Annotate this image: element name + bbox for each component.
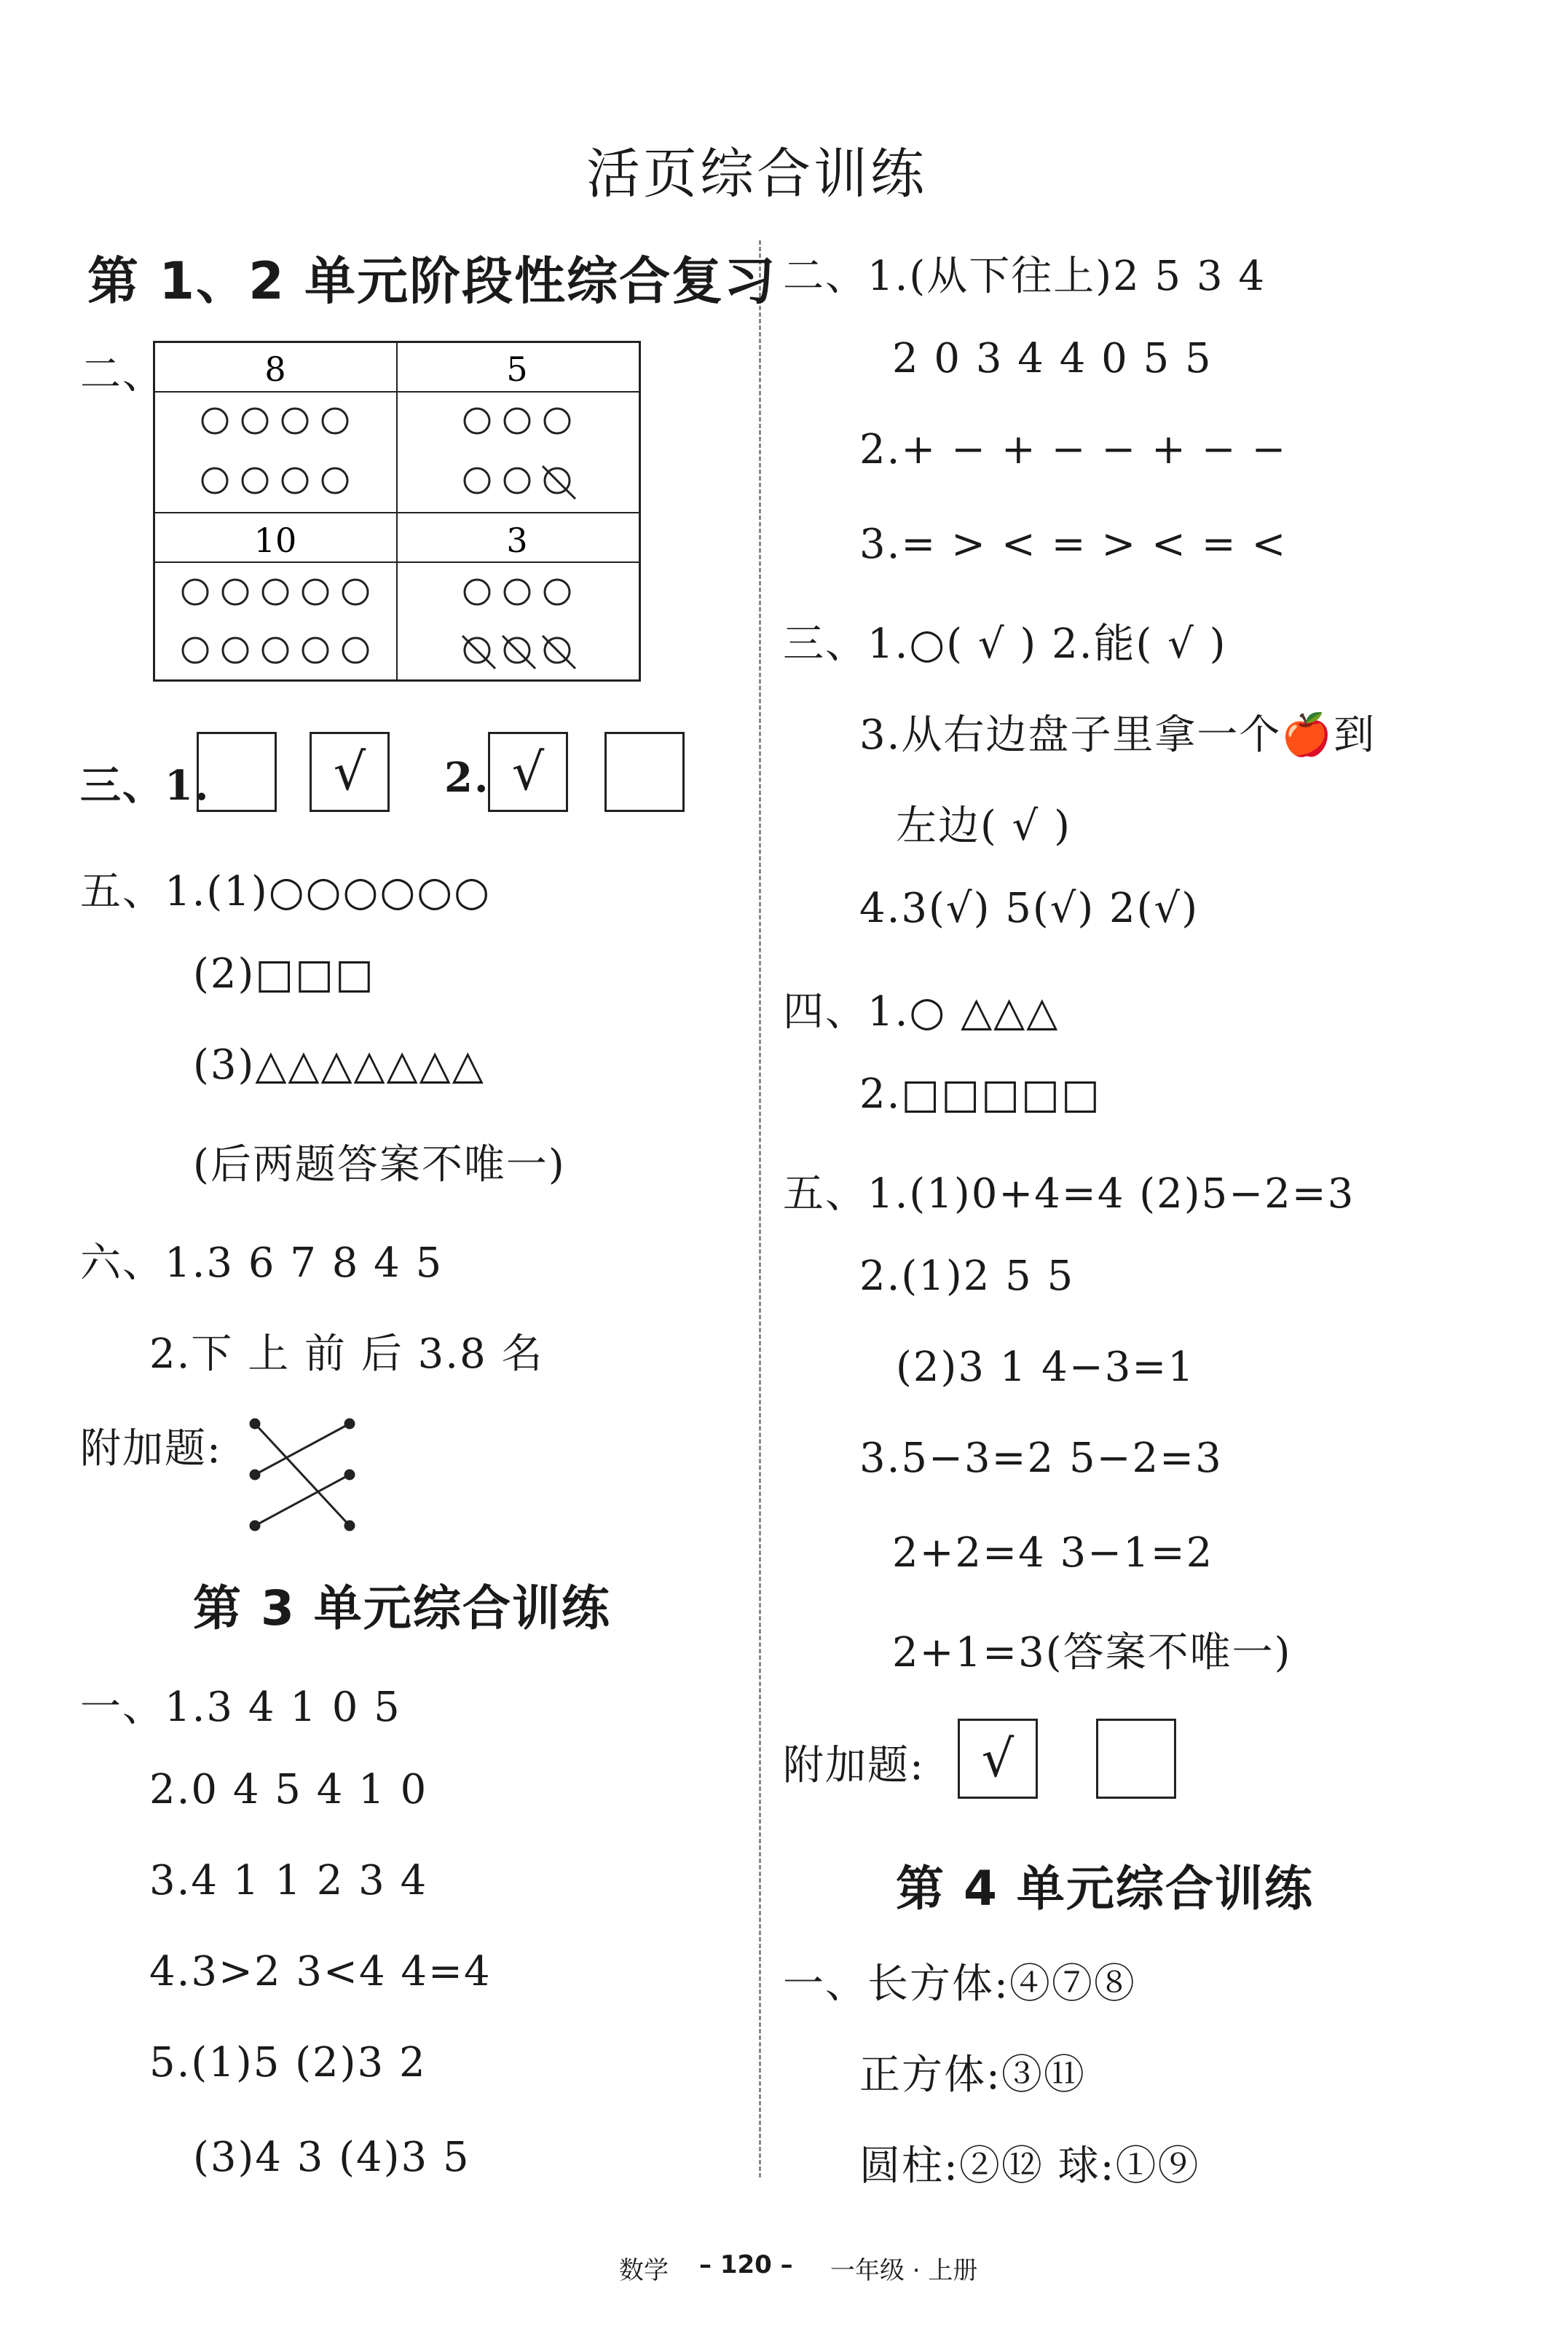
section-heading-units-1-2: 第 1、2 单元阶段性综合复习	[87, 251, 777, 311]
answer-box	[197, 732, 277, 812]
unit3-line-4: 4.3>2 3<4 4=4	[149, 1948, 492, 1995]
r-q5-line-6: 2+1=3(答案不唯一)	[892, 1629, 1292, 1676]
r-q3-line-2: 3.从右边盘子里拿一个🍎到	[859, 711, 1376, 759]
table-cell-label: 8	[264, 350, 286, 389]
r-q3-line-3: 左边( √ )	[896, 803, 1071, 850]
q5-line-3: (3)△△△△△△△	[193, 1041, 485, 1089]
unit4-line-2: 正方体:③⑪	[859, 2051, 1086, 2099]
answer-box-checked: √	[310, 732, 390, 812]
r-q2-line-1: 二、1.(从下往上)2 5 3 4	[783, 253, 1266, 300]
r-q5-line-3: (2)3 1 4−3=1	[896, 1344, 1195, 1391]
unit4-line-3: 圆柱:②⑫ 球:①⑨	[859, 2142, 1200, 2190]
r-bonus-label: 附加题:	[783, 1742, 925, 1789]
r-q3-line-4: 4.3(√) 5(√) 2(√)	[859, 885, 1199, 932]
unit3-line-3: 3.4 1 1 2 3 4	[149, 1857, 428, 1904]
r-q2-line-3: 2.+ − + − − + − −	[859, 426, 1288, 473]
r-q4-line-1: 四、1.○ △△△	[783, 988, 1060, 1036]
page-title: 活页综合训练	[586, 143, 927, 205]
footer-page-number: – 120 –	[699, 2250, 793, 2279]
q5-line-1: 五、1.(1)○○○○○○	[80, 868, 491, 915]
unit3-line-1: 一、1.3 4 1 0 5	[80, 1684, 401, 1731]
unit3-line-5: 5.(1)5 (2)3 2	[149, 2039, 427, 2086]
q5-note: (后两题答案不唯一)	[193, 1141, 566, 1188]
section-heading-unit-3: 第 3 单元综合训练	[193, 1580, 611, 1636]
r-q5-line-4: 3.5−3=2 5−2=3	[859, 1435, 1223, 1482]
column-divider	[759, 240, 761, 2177]
bonus-label: 附加题:	[80, 1425, 222, 1473]
q3-label: 三、1.	[80, 762, 210, 810]
unit4-line-1: 一、长方体:④⑦⑧	[783, 1960, 1136, 2008]
footer-grade: 一年级 · 上册	[830, 2256, 978, 2285]
table-cell-label: 5	[506, 350, 528, 389]
r-q5-line-2: 2.(1)2 5 5	[859, 1253, 1075, 1300]
r-q5-line-5: 2+2=4 3−1=2	[892, 1529, 1214, 1577]
circle-table	[153, 341, 648, 683]
footer-subject: 数学	[619, 2256, 669, 2285]
q6-line-1: 六、1.3 6 7 8 4 5	[80, 1239, 444, 1287]
r-q2-line-4: 3.= > < = > < = <	[859, 521, 1288, 568]
r-q4-line-2: 2.□□□□□	[859, 1071, 1101, 1118]
answer-box	[1096, 1719, 1176, 1799]
q5-line-2: (2)□□□	[193, 950, 376, 998]
unit3-line-6: (3)4 3 (4)3 5	[193, 2134, 470, 2181]
q3-part2-label: 2.	[444, 754, 490, 802]
q6-line-2: 2.下 上 前 后 3.8 名	[149, 1330, 544, 1378]
bonus-matching-lines	[240, 1402, 371, 1540]
q2-label: 二、	[80, 351, 165, 398]
table-cell-label: 10	[253, 521, 297, 560]
answer-box-checked: √	[958, 1719, 1038, 1799]
unit3-line-2: 2.0 4 5 4 1 0	[149, 1766, 428, 1813]
table-cell-label: 3	[506, 521, 528, 560]
r-q2-line-2: 2 0 3 4 4 0 5 5	[892, 335, 1213, 382]
answer-box	[604, 732, 685, 812]
answer-box-checked: √	[488, 732, 568, 812]
section-heading-unit-4: 第 4 单元综合训练	[896, 1861, 1314, 1917]
r-q5-line-1: 五、1.(1)0+4=4 (2)5−2=3	[783, 1170, 1355, 1218]
r-q3-line-1: 三、1.○( √ ) 2.能( √ )	[783, 620, 1227, 668]
